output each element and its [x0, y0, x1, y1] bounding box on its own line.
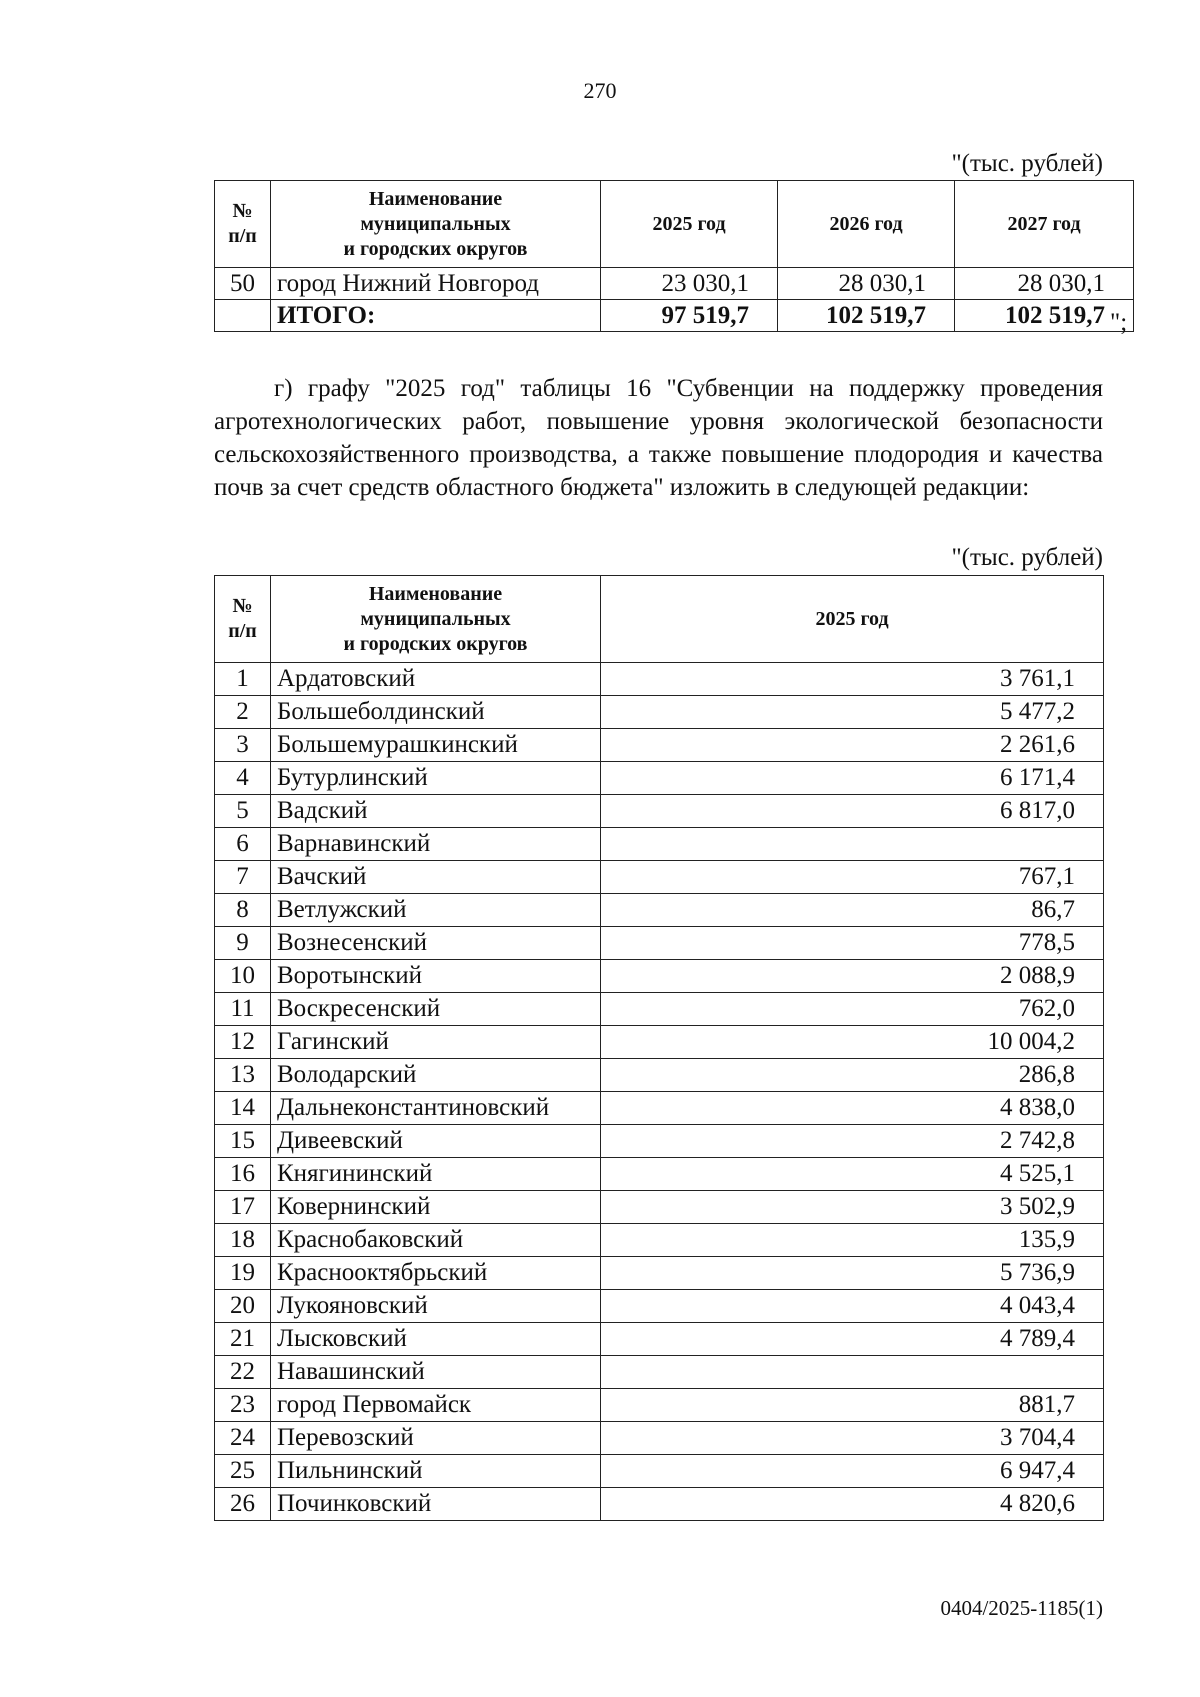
table-row: [215, 696, 1104, 729]
row-num: 21: [215, 1323, 271, 1356]
row-value: 6 947,4: [601, 1455, 1104, 1488]
row-num: 15: [215, 1125, 271, 1158]
row-num: 6: [215, 828, 271, 861]
row-name: Починковский: [271, 1488, 601, 1521]
row-value: 767,1: [601, 861, 1104, 894]
table-row: [215, 1488, 1104, 1521]
table-row: [215, 1158, 1104, 1191]
row-name: Бутурлинский: [271, 762, 601, 795]
table-row: [215, 1191, 1104, 1224]
row-value: 4 820,6: [601, 1488, 1104, 1521]
row-name: Краснооктябрьский: [271, 1257, 601, 1290]
row-num: 23: [215, 1389, 271, 1422]
document-code: 0404/2025-1185(1): [940, 1596, 1103, 1620]
header-num: [215, 181, 271, 268]
row-2026: 28 030,1: [778, 268, 955, 300]
table2: [214, 575, 1104, 1521]
total-num: [215, 300, 271, 332]
row-num: 4: [215, 762, 271, 795]
row-name: Большемурашкинский: [271, 729, 601, 762]
total-2026: 102 519,7: [778, 300, 955, 332]
table-row: [215, 1290, 1104, 1323]
table-row: [215, 993, 1104, 1026]
row-num: 1: [215, 663, 271, 696]
total-row: [215, 300, 1134, 332]
header-name: [271, 181, 601, 268]
row-name: Княгининский: [271, 1158, 601, 1191]
row-value: 2 088,9: [601, 960, 1104, 993]
row-value: 778,5: [601, 927, 1104, 960]
table-row: [215, 1224, 1104, 1257]
table-row: [215, 894, 1104, 927]
row-name: Дальнеконстантиновский: [271, 1092, 601, 1125]
row-name: Воскресенский: [271, 993, 601, 1026]
header-num-text: № п/п: [228, 200, 257, 247]
row-num: 14: [215, 1092, 271, 1125]
row-name: Лысковский: [271, 1323, 601, 1356]
row-num: 3: [215, 729, 271, 762]
row-num: 5: [215, 795, 271, 828]
row-name: Варнавинский: [271, 828, 601, 861]
table-row: [215, 795, 1104, 828]
table-row: [215, 663, 1104, 696]
row-name: Ковернинский: [271, 1191, 601, 1224]
row-value: [601, 1356, 1104, 1389]
header-2025: 2025 год: [601, 576, 1104, 663]
table-row: [215, 268, 1134, 300]
page-number: 270: [583, 78, 617, 103]
row-value: 286,8: [601, 1059, 1104, 1092]
row-name: город Нижний Новгород: [271, 268, 601, 300]
row-num: 13: [215, 1059, 271, 1092]
table1-header-row: [215, 181, 1134, 268]
row-num: 50: [215, 268, 271, 300]
table-row: [215, 1455, 1104, 1488]
row-name: Краснобаковский: [271, 1224, 601, 1257]
row-name: Вачский: [271, 861, 601, 894]
header-2025: 2025 год: [601, 181, 778, 268]
row-value: 6 171,4: [601, 762, 1104, 795]
table-row: [215, 861, 1104, 894]
row-value: 881,7: [601, 1389, 1104, 1422]
row-value: 3 761,1: [601, 663, 1104, 696]
row-2025: 23 030,1: [601, 268, 778, 300]
table-row: [215, 960, 1104, 993]
row-num: 16: [215, 1158, 271, 1191]
row-num: 8: [215, 894, 271, 927]
row-num: 10: [215, 960, 271, 993]
row-num: 19: [215, 1257, 271, 1290]
row-value: 135,9: [601, 1224, 1104, 1257]
row-num: 2: [215, 696, 271, 729]
header-name-text: Наименование муниципальных и городских округов: [343, 187, 528, 260]
table-row: [215, 828, 1104, 861]
row-2027: 28 030,1: [955, 268, 1134, 300]
row-name: Володарский: [271, 1059, 601, 1092]
row-value: 5 477,2: [601, 696, 1104, 729]
closing-quote: ";: [1110, 309, 1128, 336]
table1-unit-label: "(тыс. рублей): [951, 150, 1103, 177]
amendment-paragraph: г) графу "2025 год" таблицы 16 "Субвенции на поддержку проведения агротехнологических работ, повышение уровня экологической безопасности сельскохозяйственного производства, а также повышение плодородия и качества почв за счет средств областного бюджета" изложить в следующей редакции:: [214, 375, 1103, 501]
row-num: 17: [215, 1191, 271, 1224]
row-num: 26: [215, 1488, 271, 1521]
header-num: [215, 576, 271, 663]
header-name: [271, 576, 601, 663]
table-row: [215, 1257, 1104, 1290]
header-2026: 2026 год: [778, 181, 955, 268]
row-name: Большеболдинский: [271, 696, 601, 729]
row-name: Воротынский: [271, 960, 601, 993]
row-value: 4 525,1: [601, 1158, 1104, 1191]
row-name: Лукояновский: [271, 1290, 601, 1323]
row-value: 2 261,6: [601, 729, 1104, 762]
row-name: Ардатовский: [271, 663, 601, 696]
table2-header-row: [215, 576, 1104, 663]
row-value: [601, 828, 1104, 861]
row-num: 20: [215, 1290, 271, 1323]
table-row: [215, 1422, 1104, 1455]
row-name: Вознесенский: [271, 927, 601, 960]
row-name: Вадский: [271, 795, 601, 828]
row-num: 12: [215, 1026, 271, 1059]
header-num-text: № п/п: [228, 595, 257, 642]
row-value: 4 043,4: [601, 1290, 1104, 1323]
row-num: 9: [215, 927, 271, 960]
table-row: [215, 1389, 1104, 1422]
row-name: Гагинский: [271, 1026, 601, 1059]
table-row: [215, 1092, 1104, 1125]
row-value: 86,7: [601, 894, 1104, 927]
row-name: Навашинский: [271, 1356, 601, 1389]
row-name: город Первомайск: [271, 1389, 601, 1422]
row-value: 10 004,2: [601, 1026, 1104, 1059]
row-num: 11: [215, 993, 271, 1026]
row-value: 6 817,0: [601, 795, 1104, 828]
table-row: [215, 1125, 1104, 1158]
table-row: [215, 762, 1104, 795]
row-value: 5 736,9: [601, 1257, 1104, 1290]
table-row: [215, 1323, 1104, 1356]
table-row: [215, 1026, 1104, 1059]
row-name: Пильнинский: [271, 1455, 601, 1488]
row-num: 18: [215, 1224, 271, 1257]
row-value: 762,0: [601, 993, 1104, 1026]
row-value: 4 838,0: [601, 1092, 1104, 1125]
row-num: 22: [215, 1356, 271, 1389]
table-row: [215, 1356, 1104, 1389]
total-2027: 102 519,7: [955, 300, 1134, 332]
row-value: 2 742,8: [601, 1125, 1104, 1158]
table-row: [215, 1059, 1104, 1092]
header-name-text: Наименование муниципальных и городских округов: [343, 582, 528, 655]
total-label: ИТОГО:: [271, 300, 601, 332]
row-name: Дивеевский: [271, 1125, 601, 1158]
row-value: 3 502,9: [601, 1191, 1104, 1224]
header-2027: 2027 год: [955, 181, 1134, 268]
row-name: Ветлужский: [271, 894, 601, 927]
row-num: 24: [215, 1422, 271, 1455]
table1: [214, 180, 1134, 332]
table-row: [215, 729, 1104, 762]
row-num: 7: [215, 861, 271, 894]
row-value: 4 789,4: [601, 1323, 1104, 1356]
table2-unit-label: "(тыс. рублей): [951, 544, 1103, 571]
row-num: 25: [215, 1455, 271, 1488]
total-2025: 97 519,7: [601, 300, 778, 332]
row-value: 3 704,4: [601, 1422, 1104, 1455]
table-row: [215, 927, 1104, 960]
row-name: Перевозский: [271, 1422, 601, 1455]
